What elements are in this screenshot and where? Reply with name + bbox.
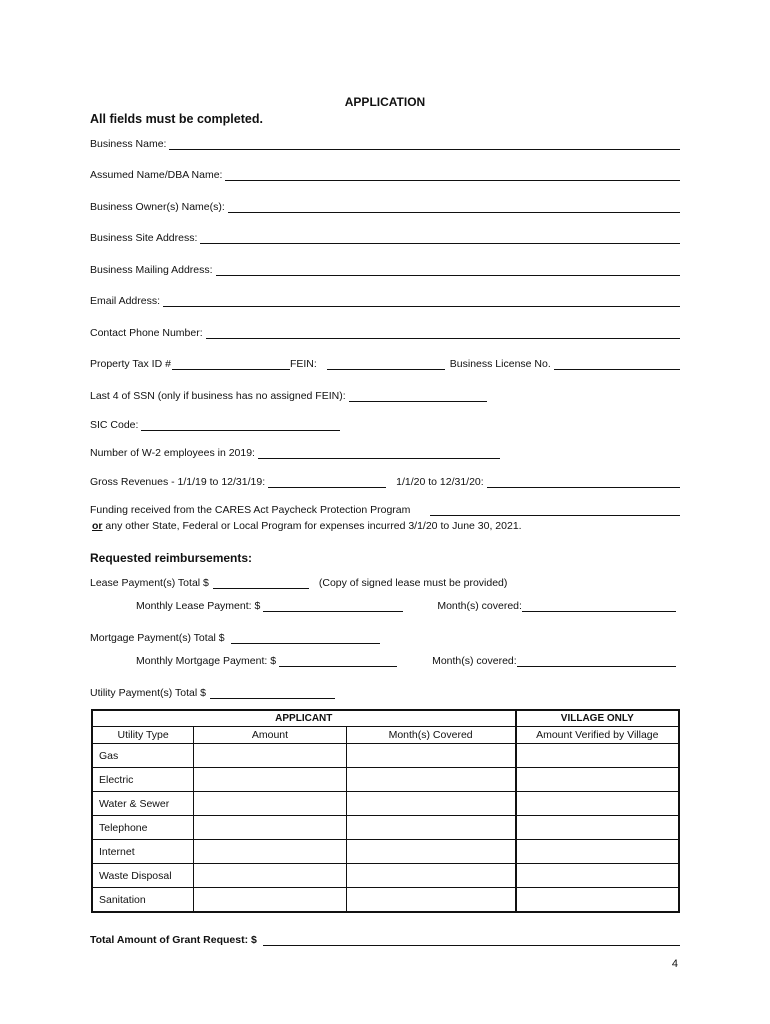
lease-months-line[interactable] xyxy=(522,600,676,612)
col-months-covered: Month(s) Covered xyxy=(346,727,515,744)
total-request-field[interactable] xyxy=(90,934,680,946)
mortgage-total-label: Mortgage Payment(s) Total $ xyxy=(90,632,225,644)
utility-type-cell: Electric xyxy=(92,768,194,792)
email-line[interactable] xyxy=(163,295,680,307)
utility-total-label: Utility Payment(s) Total $ xyxy=(90,687,206,699)
owner-names-field[interactable] xyxy=(90,201,680,213)
sic-label: SIC Code: xyxy=(90,419,139,431)
amount-cell[interactable] xyxy=(194,888,346,913)
page-title: APPLICATION xyxy=(344,95,426,109)
email-field[interactable] xyxy=(90,295,680,307)
gross-2020-label: 1/1/20 to 12/31/20: xyxy=(396,476,484,488)
verified-cell[interactable] xyxy=(516,888,679,913)
w2-field[interactable] xyxy=(90,447,500,459)
ssn-label: Last 4 of SSN (only if business has no assigned FEIN): xyxy=(90,390,346,402)
table-row xyxy=(92,840,679,864)
table-row xyxy=(92,768,679,792)
license-line[interactable] xyxy=(554,358,680,370)
gross-2019-label: Gross Revenues - 1/1/19 to 12/31/19: xyxy=(90,476,266,488)
business-name-line[interactable] xyxy=(169,138,680,150)
amount-cell[interactable] xyxy=(194,744,346,768)
col-utility-type: Utility Type xyxy=(92,727,194,744)
amount-cell[interactable] xyxy=(194,816,346,840)
utility-total-line[interactable] xyxy=(210,687,335,699)
ssn-field[interactable] xyxy=(90,390,500,402)
funding-continuation xyxy=(92,520,522,532)
amount-cell[interactable] xyxy=(194,768,346,792)
monthly-lease-label: Monthly Lease Payment: $ xyxy=(136,600,261,612)
monthly-mortgage-row xyxy=(136,655,676,667)
property-tax-label: Property Tax ID # xyxy=(90,358,171,370)
table-row xyxy=(92,864,679,888)
phone-field[interactable] xyxy=(90,327,680,339)
owner-names-label: Business Owner(s) Name(s): xyxy=(90,201,225,213)
lease-total-row xyxy=(90,577,560,589)
amount-cell[interactable] xyxy=(194,864,346,888)
mortgage-total-line[interactable] xyxy=(231,632,380,644)
phone-line[interactable] xyxy=(206,327,680,339)
site-address-line[interactable] xyxy=(200,232,680,244)
verified-cell[interactable] xyxy=(516,744,679,768)
gross-revenue-row xyxy=(90,476,680,488)
table-row xyxy=(92,816,679,840)
table-row xyxy=(92,888,679,913)
w2-label: Number of W-2 employees in 2019: xyxy=(90,447,255,459)
monthly-lease-line[interactable] xyxy=(263,600,403,612)
verified-cell[interactable] xyxy=(516,792,679,816)
col-amount-verified: Amount Verified by Village xyxy=(516,727,679,744)
mortgage-months-label: Month(s) covered: xyxy=(432,655,517,667)
mortgage-total-row xyxy=(90,632,380,644)
col-amount: Amount xyxy=(194,727,346,744)
verified-cell[interactable] xyxy=(516,840,679,864)
applicant-header: APPLICANT xyxy=(92,710,516,727)
amount-cell[interactable] xyxy=(194,840,346,864)
funding-or: or xyxy=(92,520,103,532)
table-column-header xyxy=(92,727,679,744)
property-tax-line[interactable] xyxy=(172,358,290,370)
assumed-name-line[interactable] xyxy=(225,169,680,181)
months-cell[interactable] xyxy=(346,888,515,913)
assumed-name-label: Assumed Name/DBA Name: xyxy=(90,169,223,181)
months-cell[interactable] xyxy=(346,744,515,768)
funding-label: Funding received from the CARES Act Paycheck Protection Program xyxy=(90,504,411,516)
mailing-address-line[interactable] xyxy=(216,264,680,276)
verified-cell[interactable] xyxy=(516,816,679,840)
site-address-field[interactable] xyxy=(90,232,680,244)
utility-type-cell: Waste Disposal xyxy=(92,864,194,888)
email-label: Email Address: xyxy=(90,295,161,307)
sic-line[interactable] xyxy=(141,419,340,431)
lease-months-label: Month(s) covered: xyxy=(437,600,522,612)
total-request-label: Total Amount of Grant Request: $ xyxy=(90,934,257,946)
lease-total-label: Lease Payment(s) Total $ xyxy=(90,577,209,589)
utility-type-cell: Internet xyxy=(92,840,194,864)
table-row xyxy=(92,744,679,768)
instruction-note: All fields must be completed. xyxy=(90,112,263,126)
village-only-header: VILLAGE ONLY xyxy=(516,710,679,727)
verified-cell[interactable] xyxy=(516,864,679,888)
owner-names-line[interactable] xyxy=(228,201,680,213)
utility-table xyxy=(91,709,680,913)
months-cell[interactable] xyxy=(346,864,515,888)
site-address-label: Business Site Address: xyxy=(90,232,198,244)
page-number: 4 xyxy=(671,958,678,970)
business-name-field[interactable] xyxy=(90,138,680,150)
fein-label: FEIN: xyxy=(289,358,317,370)
mailing-address-label: Business Mailing Address: xyxy=(90,264,213,276)
license-label: Business License No. xyxy=(449,358,551,370)
months-cell[interactable] xyxy=(346,816,515,840)
business-name-label: Business Name: xyxy=(90,138,167,150)
utility-type-cell: Sanitation xyxy=(92,888,194,913)
funding-other-label: any other State, Federal or Local Program for expenses incurred 3/1/20 to June 30, 2021. xyxy=(105,520,522,532)
funding-line[interactable] xyxy=(430,504,680,516)
table-group-header xyxy=(92,710,679,727)
assumed-name-field[interactable] xyxy=(90,169,680,181)
months-cell[interactable] xyxy=(346,768,515,792)
ssn-line[interactable] xyxy=(349,390,487,402)
total-request-line[interactable] xyxy=(263,934,680,946)
mailing-address-field[interactable] xyxy=(90,264,680,276)
months-cell[interactable] xyxy=(346,840,515,864)
mortgage-months-line[interactable] xyxy=(517,655,676,667)
tax-ids-row xyxy=(90,358,680,370)
reimbursements-heading: Requested reimbursements: xyxy=(90,551,253,565)
utility-total-row xyxy=(90,687,335,699)
amount-cell[interactable] xyxy=(194,792,346,816)
utility-type-cell: Gas xyxy=(92,744,194,768)
utility-type-cell: Water & Sewer xyxy=(92,792,194,816)
monthly-lease-row xyxy=(136,600,676,612)
table-row xyxy=(92,792,679,816)
utility-type-cell: Telephone xyxy=(92,816,194,840)
lease-total-line[interactable] xyxy=(213,577,309,589)
gross-2020-line[interactable] xyxy=(487,476,680,488)
gross-2019-line[interactable] xyxy=(268,476,386,488)
verified-cell[interactable] xyxy=(516,768,679,792)
months-cell[interactable] xyxy=(346,792,515,816)
lease-note: (Copy of signed lease must be provided) xyxy=(318,577,508,589)
sic-field[interactable] xyxy=(90,419,340,431)
fein-line[interactable] xyxy=(327,358,445,370)
funding-row xyxy=(90,504,680,516)
phone-label: Contact Phone Number: xyxy=(90,327,203,339)
monthly-mortgage-label: Monthly Mortgage Payment: $ xyxy=(136,655,277,667)
w2-line[interactable] xyxy=(258,447,500,459)
monthly-mortgage-line[interactable] xyxy=(279,655,397,667)
